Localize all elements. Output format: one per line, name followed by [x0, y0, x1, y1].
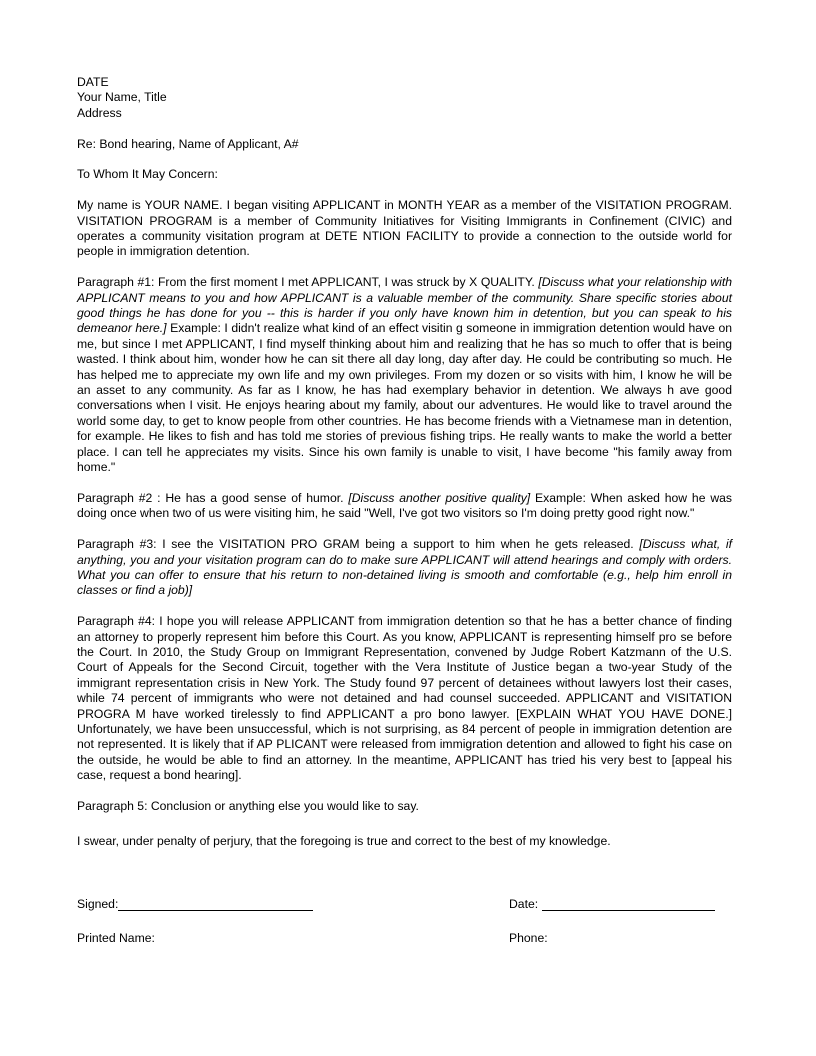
name-title-placeholder: Your Name, Title	[77, 90, 167, 105]
paragraph-2-example: Example: When asked how he was doing once when two of us were visiting him, he said "Well, I've got two visitors so I'm doing pretty good right now."	[77, 490, 732, 521]
paragraph-5: Paragraph 5: Conclusion or anything else you would like to say.	[77, 798, 419, 813]
printed-name-row	[77, 931, 737, 947]
re-line: Re: Bond hearing, Name of Applicant, A#	[77, 136, 299, 151]
date-placeholder: DATE	[77, 75, 109, 89]
address-placeholder: Address	[77, 105, 122, 120]
paragraph-2	[77, 491, 732, 522]
intro-paragraph: My name is YOUR NAME. I began visiting APPLICANT in MONTH YEAR as a member of the VISITATION PROGRAM. VISITATION PROGRAM is a member of Community Initiatives for Visiting Immigrants in Confinement (CIVIC) and operates a community visitation program at DETE NTION FACILITY to provide a connection to the outside world for people in immigration detention.	[77, 198, 732, 259]
paragraph-1	[77, 275, 732, 475]
letter-body	[77, 75, 732, 850]
paragraph-2-instruction: [Discuss another positive quality]	[348, 490, 531, 505]
phone-label: Phone:	[509, 931, 548, 945]
signed-label: Signed:	[77, 897, 119, 911]
paragraph-1-example: Example: I didn't realize what kind of an effect visitin g someone in immigration detention would have on me, but since I met APPLICANT, I find myself thinking about him and realizing that he has so much to offer that is being wasted. I think about him, wonder how he can sit there all day long, day after day. He could be contributing so much. He has helped me to appreciate my own life and my own privileges. From my dozen or so visits with him, I know he will be an asset to any community. As far as I know, he has had exemplary behavior in detention. We always h ave good conversations when I visit. He enjoys hearing about my family, about our adventures. He would like to travel around the world some day, to get to know people from other countries. He has become friends with a Vietnamese man in detention, for example. He likes to fish and has told me stories of previous fishing trips. He really wants to make the world a better place. I can tell he appreciates my visits. Since his own family is unable to visit, I have become "his family away from home."	[77, 321, 733, 475]
date-field	[509, 897, 715, 911]
paragraph-1-lead: Paragraph #1: From the first moment I met APPLICANT, I was struck by X QUALITY.	[77, 275, 539, 290]
paragraph-4: Paragraph #4: I hope you will release APPLICANT from immigration detention so that he has a better chance of finding an attorney to properly represent him before this Court. As you know, APPLICANT is representing himself pro se before the Court. In 2010, the Study Group on Immigrant Representation, convened by Judge Robert Katzmann of the U.S. Court of Appeals for the Second Circuit, together with the Vera Institute of Justice began a two-year Study of the immigrant representation crisis in New York. The Study found 97 percent of detainees without lawyers lost their cases, while 74 percent of immigrants who were not detained and had counsel succeeded. APPLICANT and VISITATION PROGRA M have worked tirelessly to find APPLICANT a pro bono lawyer. [EXPLAIN WHAT YOU HAVE DONE.] Unfortunately, we have been unsuccessful, which is not surprising, as 84 percent of people in immigration detention are not represented. It is likely that if AP PLICANT were released from immigration detention and allowed to fight his case on the outside, he would be able to find an attorney. In the meantime, APPLICANT has tried his very best to [appeal his case, request a bond hearing].	[77, 614, 732, 783]
salutation: To Whom It May Concern:	[77, 167, 218, 182]
printed-name-label: Printed Name:	[77, 931, 155, 945]
date-label: Date:	[509, 897, 539, 911]
signed-field	[77, 897, 313, 911]
paragraph-3-lead: Paragraph #3: I see the VISITATION PRO GRAM being a support to him when he gets released.	[77, 537, 640, 552]
paragraph-3	[77, 537, 732, 599]
signature-row	[77, 897, 737, 913]
oath-statement: I swear, under penalty of perjury, that the foregoing is true and correct to the best of my knowledge.	[77, 834, 611, 849]
letter-header	[77, 75, 732, 121]
paragraph-1-instruction: [Discuss what your relationship with APPLICANT means to you and how APPLICANT is a valuable member of the community. Share specific stories about good things he has done for you -- this is harder if you only have known him in detention, but you can speak to his demeanor here.]	[77, 275, 732, 336]
paragraph-3-instruction: [Discuss what, if anything, you and your visitation program can do to make sure APPLICANT will attend hearings and comply with orders. What you can offer to ensure that his return to non-detained living is smooth and comfortable (e.g., help him enroll in classes or find a job)]	[77, 537, 732, 598]
date-line[interactable]	[542, 898, 715, 911]
paragraph-2-lead: Paragraph #2 : He has a good sense of humor.	[77, 490, 349, 505]
signed-line[interactable]	[118, 898, 313, 911]
